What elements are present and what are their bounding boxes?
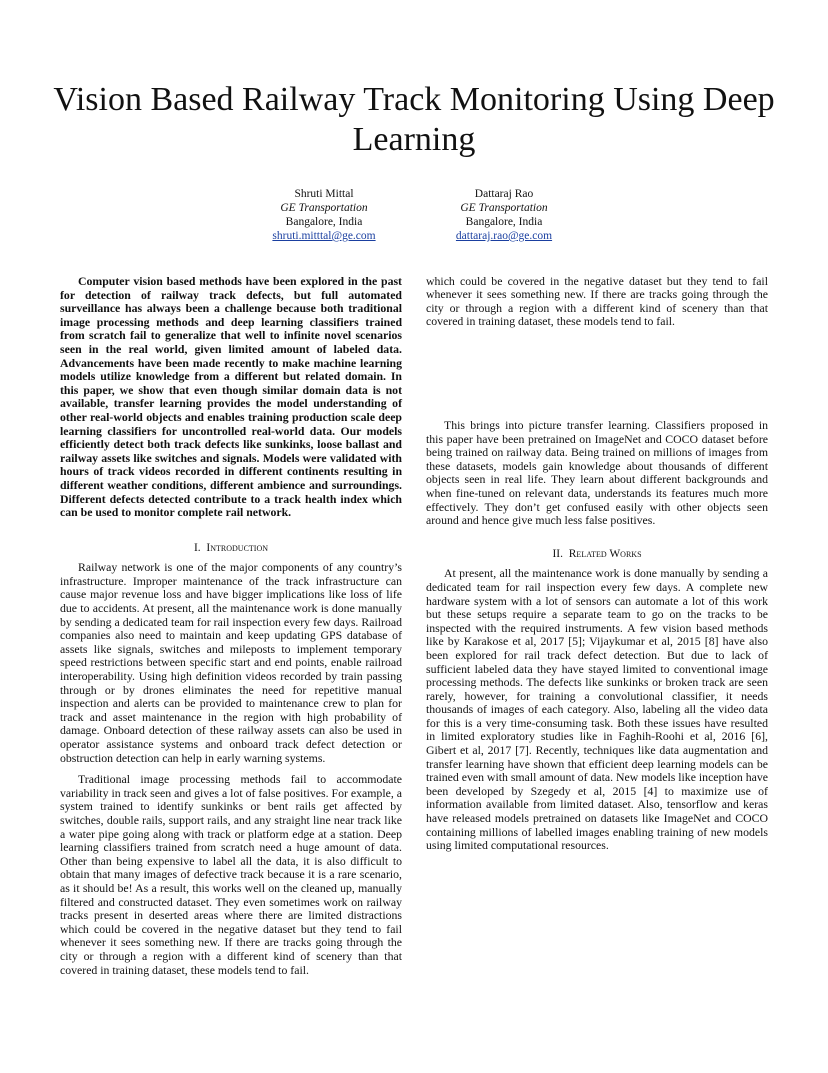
paragraph: Railway network is one of the major components of any country’s infrastructure. Improper maintenance of the track infrastructure can cause major revenue loss and have bigger implications like loss of life due to accidents. At present, all the maintenance work is done manually by sending a dedicated team for rail inspection every few days. Railroad companies also need to maintain and keep updating GPS database of assets like signals, switches and mileposts to implement temporary speed restrictions between specific start and end points, enable railroad interoperability. Using high definition videos recorded by train passing through or by drones eliminates the need for repetitive manual inspection and alerts can be provided to maintenance crew to plan for track and asset maintenance in the region with high probability of damage. Onboard detection of these railway assets can also be used in operator assistance systems and onboard track defect detection or obstruction detection can help in early warning systems.: [60, 560, 402, 765]
section-heading-introduction: [60, 542, 402, 556]
section-number: I.: [193, 541, 201, 554]
author-name: Dattaraj Rao: [474, 188, 534, 200]
paragraph: This brings into picture transfer learning. Classifiers proposed in this paper have been pretrained on ImageNet and COCO dataset before being trained on railway data. Being trained on millions of images from these datasets, models gain knowledge about thousands of different objects seen in real life. They learn about different backgrounds and when fine-tuned on relevant data, understands its features much more effectively. They don’t get confused easily with other objects seen around and hence give much less false positives.: [426, 418, 768, 528]
paper-title: Vision Based Railway Track Monitoring Using Deep Learning: [53, 81, 775, 158]
section-number: II.: [552, 547, 564, 560]
paragraph: Traditional image processing methods fail to accommodate variability in track seen and gives a lot of false positives. For example, a system trained to identify sunkinks or bent rails get affected by switches, double rails, support rails, and any straight line near track like a water pipe going along with track or platform edge at a station. Deep learning classifiers trained from scratch need a huge amount of data. Other than being expensive to label all the data, it is also difficult to obtain that many images of defective track because it is a rare scenario, as it should be! As a result, this works well on the cleaned up, manually filtered and constructed dataset. They even sometimes work on railway tracks present in deserted areas where there are limited distractions which could be covered in the negative dataset but they tend to fail whenever it sees something new. If there are tracks going through the city or through a region with a different kind of scenery than that covered in training dataset, these models tend to fail.: [60, 773, 402, 977]
author-affiliation: GE Transportation: [280, 202, 368, 214]
abstract: Computer vision based methods have been explored in the past for detection of railway track defects, but full automated surveillance has always been a challenge because both traditional image processing methods and deep learning classifiers trained from scratch fail to generalize that well to infinite novel scenarios seen in the real world, given limited amount of labeled data. Advancements have been made recently to make machine learning models utilize knowledge from a different but related domain. In this paper, we show that even though similar domain data is not available, transfer learning provides the model understanding of other real-world objects and enables training production scale deep learning classifiers for uncontrolled real-world data. Our models efficiently detect both track defects like sunkinks, loose ballast and railway assets like switches and signals. Models were validated with hours of track videos recorded in different continents resulting in different weather conditions, different ambience and surroundings. Different defects detected contribute to a track health index which can be used to monitor complete rail network.: [60, 274, 402, 520]
left-column: [60, 275, 402, 1073]
author-block-1: [224, 187, 424, 243]
paragraph-continued: [426, 275, 768, 411]
author-location: Bangalore, India: [465, 216, 543, 228]
author-affiliation: GE Transportation: [460, 202, 548, 214]
author-name: Shruti Mittal: [294, 188, 354, 200]
paragraph: At present, all the maintenance work is done manually by sending a dedicated team for rail inspection every few days. A complete new hardware system with a lot of sensors can automate a lot of this work but these setups require a separate team to go on the tracks to be inspected with the required instruments. A few vision based methods like by Karakose et al, 2017 [5]; Vijaykumar et al, 2015 [8] have also been explored for rail track defect detection. But due to lack of sufficient labeled data they have stayed limited to conventional image processing methods. The defects like sunkinks or broken track are seen rarely, however, for training a convolutional classifier, it needs thousands of images of each category. Also, labeling all the video data for this is a very time-consuming task. Both these issues have resulted in limited exploratory studies like in Faghih-Roohi et al, 2016 [6], Gibert et al, 2017 [7]. Recently, techniques like data augmentation and transfer learning have shown that efficient deep learning models can be trained even with small amount of data. New models like inception have been developed by Szegedy et al, 2015 [4] to maximize use of information available from limited dataset. Also, tensorflow and keras have released models pretrained on datasets like ImageNet and COCO containing millions of labelled images enabling training of new models using limited computational resources.: [426, 566, 769, 853]
author-block-2: [404, 187, 604, 243]
section-title: Introduction: [206, 541, 269, 554]
author-email-link[interactable]: dattaraj.rao@ge.com: [455, 230, 553, 242]
author-email-link[interactable]: shruti.mitttal@ge.com: [272, 230, 376, 242]
paragraph-clip: [60, 773, 402, 1073]
section-heading-related-works: [426, 548, 768, 562]
section-title: Related Works: [568, 547, 642, 560]
right-column: [426, 275, 768, 853]
author-location: Bangalore, India: [285, 216, 363, 228]
paragraph: which could be covered in the negative dataset but they tend to fail whenever it sees something new. If there are tracks going through the city or through a region with a different kind of scenery than that covered in training dataset, these models tend to fail.: [426, 275, 768, 329]
